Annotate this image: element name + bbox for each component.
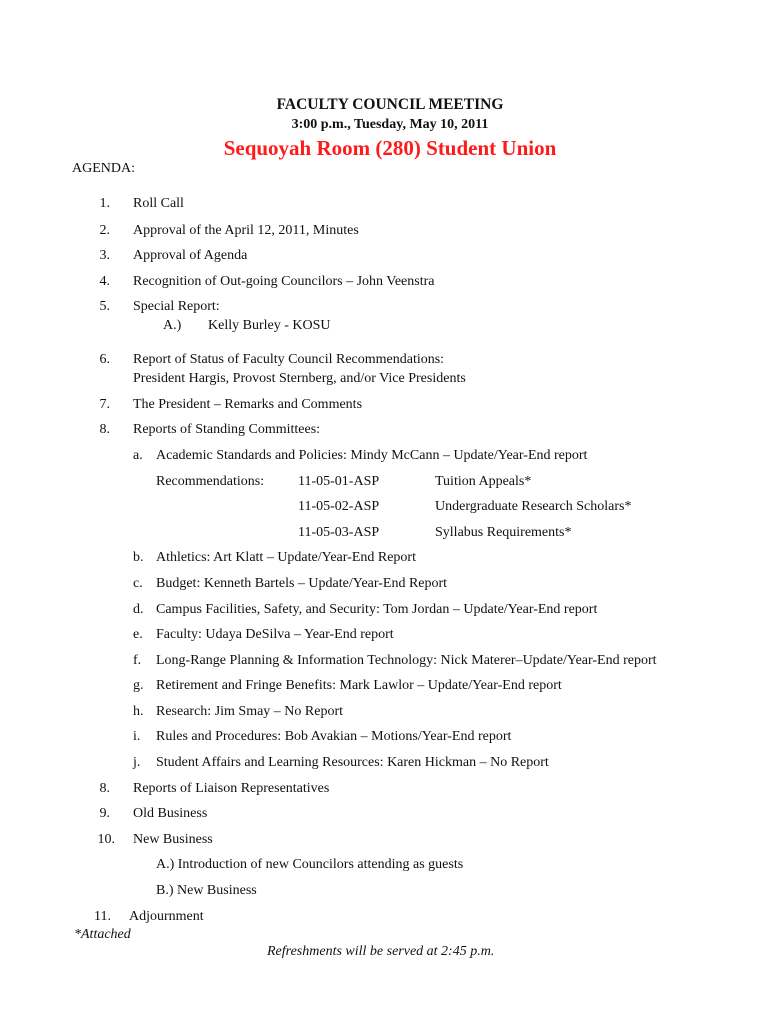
recommendation-code: 11-05-01-ASP — [298, 474, 380, 489]
attached-note: *Attached — [74, 927, 131, 942]
committee-letter: d. — [133, 602, 144, 617]
committee-letter: c. — [133, 576, 143, 591]
item-text: Old Business — [133, 806, 208, 821]
item-number: 5. — [99, 299, 110, 314]
committee-letter: g. — [133, 678, 144, 693]
item-text: Reports of Liaison Representatives — [133, 781, 330, 796]
refreshments-note: Refreshments will be served at 2:45 p.m. — [267, 944, 495, 959]
item-number: 10. — [97, 832, 115, 847]
item-number: 4. — [99, 274, 110, 289]
item-text: Recognition of Out-going Councilors – John Veenstra — [133, 274, 435, 289]
committee-text: Athletics: Art Klatt – Update/Year-End Report — [156, 550, 416, 565]
committee-letter: b. — [133, 550, 144, 565]
item-text-continued: President Hargis, Provost Sternberg, and/or Vice Presidents — [133, 371, 466, 386]
committee-text: Faculty: Udaya DeSilva – Year-End report — [156, 627, 394, 642]
new-business-sub-b: B.) New Business — [156, 883, 257, 898]
committee-letter: i. — [133, 729, 141, 744]
committee-text: Rules and Procedures: Bob Avakian – Motions/Year-End report — [156, 729, 512, 744]
item-number: 1. — [99, 196, 110, 211]
item-number: 8. — [99, 422, 110, 437]
committee-text: Campus Facilities, Safety, and Security: Tom Jordan – Update/Year-End report — [156, 602, 598, 617]
committee-letter: a. — [133, 448, 143, 463]
new-business-sub-a: A.) Introduction of new Councilors attending as guests — [156, 857, 464, 872]
item-text: Special Report: — [133, 299, 220, 314]
committee-letter: h. — [133, 704, 144, 719]
committee-text: Retirement and Fringe Benefits: Mark Lawlor – Update/Year-End report — [156, 678, 562, 693]
item-number: 11. — [94, 909, 111, 924]
special-report-sub-text: Kelly Burley - KOSU — [208, 318, 331, 333]
recommendation-title: Syllabus Requirements* — [435, 525, 572, 540]
item-text: Roll Call — [133, 196, 184, 211]
item-number: 3. — [99, 248, 110, 263]
item-text: Adjournment — [129, 909, 204, 924]
committee-letter: j. — [133, 755, 141, 770]
committee-letter: f. — [133, 653, 142, 668]
recommendations-label: Recommendations: — [156, 474, 265, 489]
special-report-sub-label: A.) — [163, 318, 182, 333]
item-number: 2. — [99, 223, 110, 238]
committee-text: Student Affairs and Learning Resources: Karen Hickman – No Report — [156, 755, 549, 770]
agenda-label: AGENDA: — [72, 161, 135, 176]
meeting-title: FACULTY COUNCIL MEETING — [276, 96, 504, 113]
item-number: 9. — [99, 806, 110, 821]
item-text: The President – Remarks and Comments — [133, 397, 363, 412]
item-text: Reports of Standing Committees: — [133, 422, 321, 437]
item-number: 8. — [99, 781, 110, 796]
recommendation-title: Undergraduate Research Scholars* — [435, 499, 632, 514]
item-number: 7. — [99, 397, 110, 412]
committee-text: Long-Range Planning & Information Technology: Nick Materer–Update/Year-End report — [156, 653, 657, 668]
recommendation-code: 11-05-02-ASP — [298, 499, 380, 514]
meeting-datetime: 3:00 p.m., Tuesday, May 10, 2011 — [291, 117, 489, 132]
committee-text: Academic Standards and Policies: Mindy McCann – Update/Year-End report — [156, 448, 588, 463]
recommendation-title: Tuition Appeals* — [435, 474, 532, 489]
meeting-venue: Sequoyah Room (280) Student Union — [223, 136, 557, 160]
committee-text: Research: Jim Smay – No Report — [156, 704, 344, 719]
item-text: Approval of Agenda — [133, 248, 248, 263]
item-text: New Business — [133, 832, 213, 847]
item-number: 6. — [99, 352, 110, 367]
item-text: Approval of the April 12, 2011, Minutes — [133, 223, 359, 238]
committee-text: Budget: Kenneth Bartels – Update/Year-End Report — [156, 576, 448, 591]
item-text: Report of Status of Faculty Council Recommendations: — [133, 352, 445, 367]
committee-letter: e. — [133, 627, 143, 642]
recommendation-code: 11-05-03-ASP — [298, 525, 380, 540]
